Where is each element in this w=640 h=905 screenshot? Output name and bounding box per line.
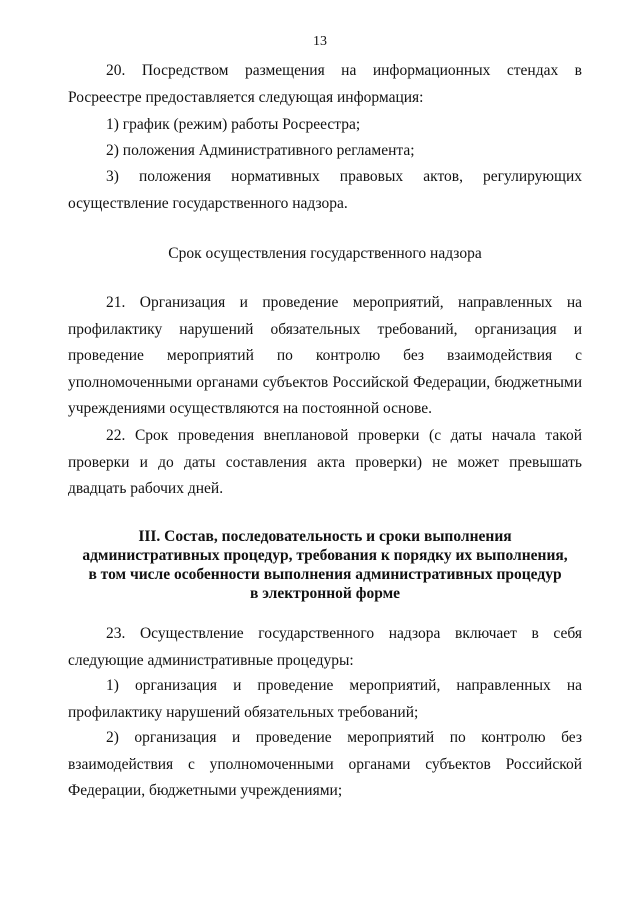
section-heading-line-2: административных процедур, требования к порядку их выполнения, bbox=[82, 547, 568, 564]
paragraph-22: 22. Срок проведения внеплановой проверки (с даты начала такой проверки и до даты составления акта проверки) не может превышать двадцать рабочих дней. bbox=[68, 427, 582, 497]
paragraph-21: 21. Организация и проведение мероприятий, направленных на профилактику нарушений обязательных требований, организация и проведение мероприятий по контролю без взаимодействия с уполномоченными органами субъектов Российской Федерации, бюджетными учреждениями осуществляются на постоянной основе. bbox=[68, 294, 582, 417]
subheading-term: Срок осуществления государственного надзора bbox=[168, 245, 482, 262]
paragraph-23-intro: 23. Осуществление государственного надзора включает в себя следующие административные процедуры: bbox=[68, 625, 582, 669]
paragraph-23-item-2: 2) организация и проведение мероприятий по контролю без взаимодействия с уполномоченными органами субъектов Российской Федерации, бюджетными учреждениями; bbox=[68, 729, 582, 799]
section-heading-line-4: в электронной форме bbox=[249, 585, 401, 602]
page-number: 13 bbox=[313, 34, 327, 49]
paragraph-20-item-3: 3) положения нормативных правовых актов, регулирующих осуществление государственного надзора. bbox=[68, 168, 582, 212]
section-heading-line-1: III. Состав, последовательность и сроки выполнения bbox=[138, 528, 512, 545]
section-heading-iii bbox=[68, 527, 582, 603]
paragraph-23-item-1: 1) организация и проведение мероприятий, направленных на профилактику нарушений обязательных требований; bbox=[68, 677, 582, 721]
paragraph-20-intro: 20. Посредством размещения на информационных стендах в Росреестре предоставляется следующая информация: bbox=[68, 62, 582, 106]
paragraph-20-item-2: 2) положения Административного регламента; bbox=[106, 142, 415, 159]
paragraph-20-item-1: 1) график (режим) работы Росреестра; bbox=[106, 116, 361, 133]
section-heading-line-3: в том числе особенности выполнения административных процедур bbox=[88, 566, 562, 583]
